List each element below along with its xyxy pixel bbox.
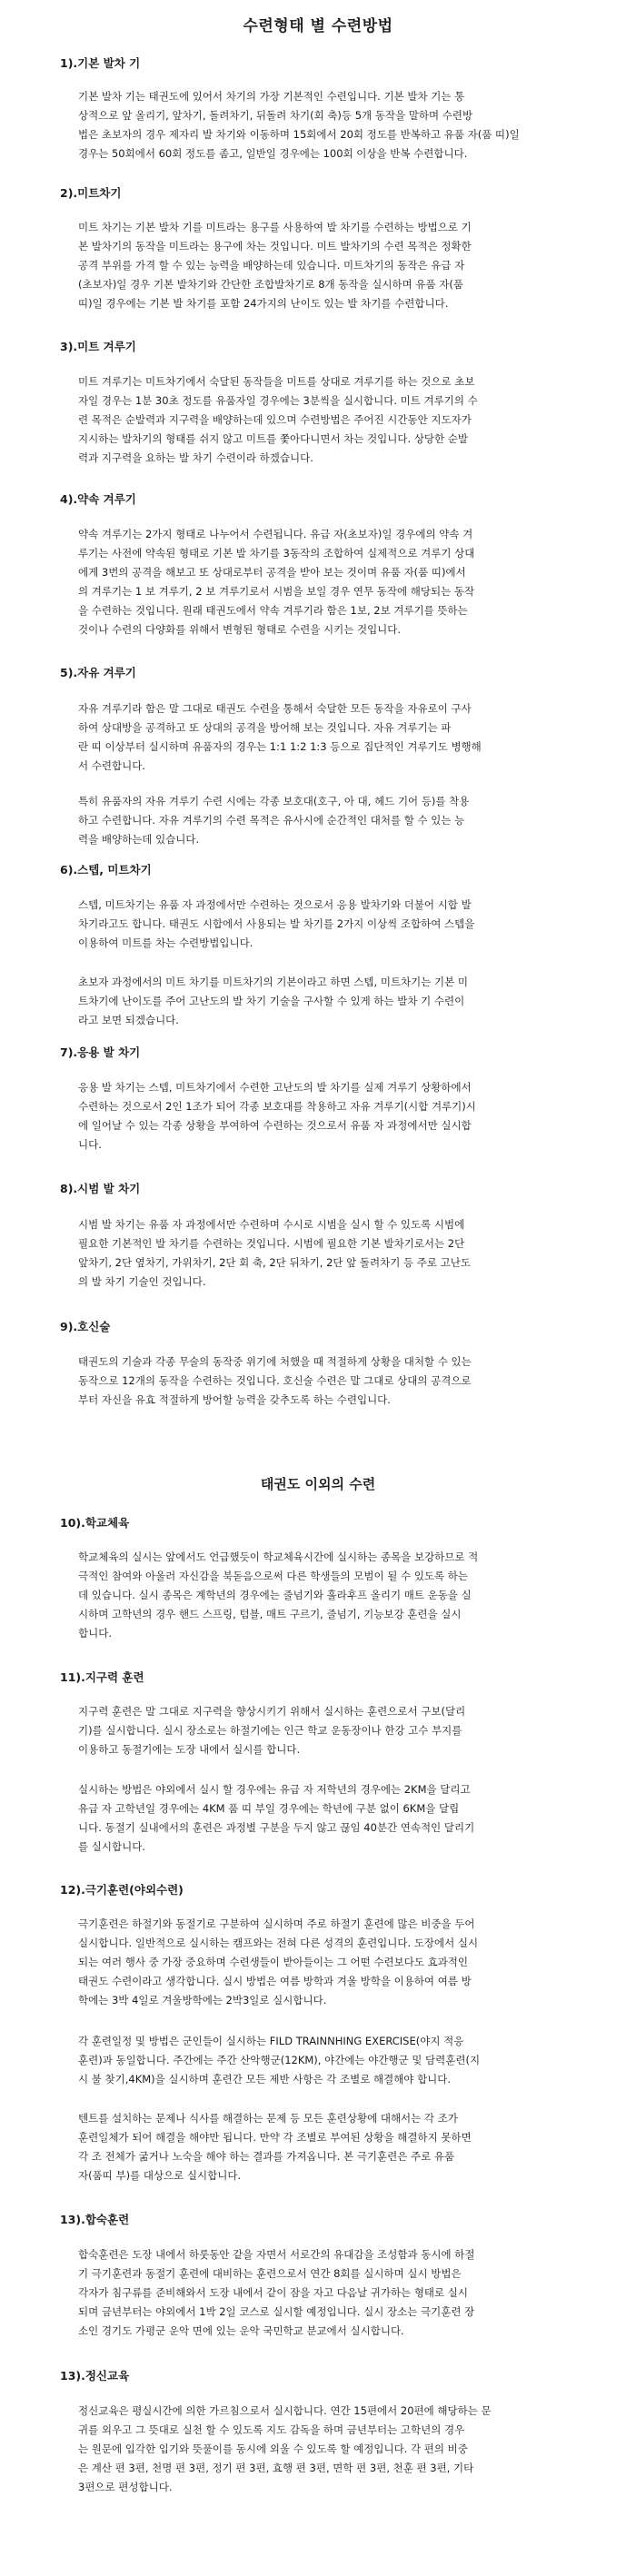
section-heading-school-pe: 10).학교체육	[60, 1516, 130, 1530]
paragraph: 태권도의 기술과 각종 무술의 동작중 위기에 처했을 때 적절하게 상황을 대처할 수 있는 동작으로 12개의 동작을 수련하는 것입니다. 호신술 수련은 말 그대로 상대의 공격으로 부터 자신을 유효 적절하게 방어할 능력을 갖추도록 하는 수련입니다.	[78, 1355, 472, 1406]
paragraph: 기본 발차 기는 태권도에 있어서 차기의 가장 기본적인 수련입니다. 기본 발차 기는 통 상적으로 앞 올리기, 앞차기, 돌려차기, 뒤돌려 차기(회 축)등 5개 동작을 말하며 수련방 법은 초보자의 경우 제자리 발 차기와 이동하며 15회에서 20회 정도를 반복하고 유품 자(품 띠)일 경우는 50회에서 60회 정도를 좀고, 일반일 경우에는 100회 이상을 반복 수련합니다.	[78, 90, 520, 160]
paragraph: 극기훈련은 하절기와 동절기로 구분하여 실시하며 주로 하절기 훈련에 많은 비중을 두어 실시합니다. 일반적으로 실시하는 캠프와는 전혀 다른 성격의 훈련입니다. 도장에서 실시 되는 여러 행사 중 가장 중요하며 수련생들이 받아들이는 그 어떤 수련보다도 효과적인 태권도 수련이라고 생각합니다. 실시 방법은 여름 방학과 겨울 방학을 이용하여 여름 방 학에는 3박 4일로 겨울방학에는 2박3일로 실시합니다.	[78, 1917, 479, 2006]
paragraph: 학교체육의 실시는 앞에서도 언급했듯이 학교체육시간에 실시하는 종목을 보강하므로 적 극적인 참여와 아울러 자신감을 북돋음으로써 다른 학생들의 모범이 될 수 있도록 하는 데 있습니다. 실시 종목은 계학년의 경우에는 줄넘기와 훌라후프 올리기 매트 운동을 실 시하며 고학년의 경우 핸드 스프링, 텀블, 매트 구르기, 줄넘기, 기능보강 훈련을 실시 합니다.	[78, 1551, 479, 1640]
section-heading-self-defense: 9).호신술	[60, 1320, 111, 1333]
section-heading-endurance: 11).지구력 훈련	[60, 1670, 144, 1684]
section-heading-outdoor-training: 12).극기훈련(야외수련)	[60, 1883, 184, 1897]
section-heading-promise-sparring: 4).약속 겨루기	[60, 492, 136, 506]
section-heading-basic-kicks: 1).기본 발차 기	[60, 56, 141, 70]
paragraph: 스텝, 미트차기는 유품 자 과정에서만 수련하는 것으로서 응용 발차기와 더불어 시합 발 차기라고도 합니다. 태권도 시합에서 사용되는 발 차기를 2가지 이상씩 조합하여 스텝을 이용하여 미트를 차는 수련방법입니다.	[78, 898, 475, 949]
paragraph: 각 훈련일정 및 방법은 군인들이 실시하는 FILD TRAINNHING EXERCISE(야지 적응 훈련)과 동일합니다. 주간에는 주간 산악행군(12KM), 야간에는 야간행군 및 담력훈련(지 시 불 찾기,4KM)을 실시하며 훈련간 모든 제반 사항은 각 조별로 해결해야 합니다.	[78, 2035, 481, 2086]
page-title: 수련형태 별 수련방법	[243, 17, 393, 35]
section-heading-other-training: 태권도 이외의 수련	[260, 1476, 376, 1492]
paragraph: 자유 겨루기라 함은 말 그대로 태권도 수련을 통해서 숙달한 모든 동작을 자유로이 구사 하여 상대방을 공격하고 또 상대의 공격을 방어해 보는 것입니다. 자유 겨루기는 파 란 띠 이상부터 실시하며 유품자의 경우는 1:1 1:2 1:3 등으로 집단적인 겨루기도 병행해 서 수련합니다.	[78, 702, 482, 772]
paragraph: 초보자 과정에서의 미트 차기를 미트차기의 기본이라고 하면 스텝, 미트차기는 기본 미 트차기에 난이도를 주어 고난도의 발 차기 기술을 구사할 수 있게 하는 발차 기 수련이 라고 보면 되겠습니다.	[78, 976, 469, 1026]
section-heading-applied-kicks: 7).응용 발 차기	[60, 1045, 141, 1059]
section-heading-demo-kicks: 8).시범 발 차기	[60, 1182, 141, 1195]
paragraph: 약속 겨루기는 2가지 형태로 나누어서 수련됩니다. 유급 자(초보자)일 경우에의 약속 겨 루기는 사전에 약속된 형태로 기본 발 차기를 3동작의 조합하여 실제적으로 겨루기 상대 에게 3번의 공격을 해보고 또 상대로부터 공격을 받아 보는 것이며 유품 자(품 띠)에서 의 겨루기는 1 보 겨루기, 2 보 겨루기로서 시범을 보일 경우 연무 동작에 해당되는 동작 을 수련하는 것입니다. 원래 태권도에서 약속 겨루기라 함은 1보, 2보 겨루기를 뜻하는 것이나 수련의 다양화를 위해서 변형된 형태로 수련을 시키는 것입니다.	[78, 528, 475, 636]
paragraph: 실시하는 방법은 야외에서 실시 할 경우에는 유급 자 저학년의 경우에는 2KM을 달리고 유급 자 고학년일 경우에는 4KM 품 띠 부일 경우에는 학년에 구분 없이 6KM을 달립 니다. 동절기 실내에서의 훈련은 과정별 구분을 두지 않고 끊임 40분간 연속적인 달리기 를 실시합니다.	[78, 1783, 475, 1853]
section-heading-mitt-sparring: 3).미트 겨루기	[60, 340, 136, 353]
paragraph: 미트 겨루기는 미트차기에서 숙달된 동작들을 미트를 상대로 겨루기를 하는 것으로 초보 자일 경우는 1분 30초 정도를 유품자일 경우에는 3분씩을 실시합니다. 미트 겨루기의 수 련 목적은 순발력과 지구력을 배양하는데 있으며 수련방법은 주어진 시간동안 지도자가 지시하는 발차기의 형태를 쉬지 않고 미트를 쫓아다니면서 차는 것입니다. 상당한 순발 력과 지구력을 요하는 발 차기 수련이라 하겠습니다.	[78, 375, 478, 464]
section-heading-camp-training: 13).합숙훈련	[60, 2213, 130, 2226]
paragraph: 지구력 훈련은 말 그대로 지구력을 향상시키기 위해서 실시하는 훈련으로서 구보(달리 기)를 실시합니다. 실시 장소로는 하절기에는 인근 학교 운동장이나 한강 고수 부지를 이용하고 동절기에는 도장 내에서 실시를 합니다.	[78, 1705, 466, 1756]
paragraph: 응용 발 차기는 스텝, 미트차기에서 수련한 고난도의 발 차기를 실제 겨루기 상황하에서 수련하는 것으로서 2인 1조가 되어 각종 보호대를 착용하고 자유 겨루기(시합 겨루기)시 에 일어날 수 있는 각종 상황을 부여하여 수련하는 것으로서 유품 자 과정에서만 실시합 니다.	[78, 1081, 476, 1151]
paragraph: 미트 차기는 기본 발차 기를 미트라는 용구를 사용하여 발 차기를 수련하는 방법으로 기 본 발차기의 동작을 미트라는 용구에 차는 것입니다. 미트 발차기의 수련 목적은 정확한 공격 부위를 가격 할 수 있는 능력을 배양하는데 있습니다. 미트차기의 동작은 유급 자 (초보자)일 경우 기본 발차기와 간단한 조합발차기로 8개 동작을 실시하며 유품 자(품 띠)일 경우에는 기본 발 차기를 포함 24가지의 난이도 있는 발 차기를 수련합니다.	[78, 221, 472, 310]
section-heading-mental-education: 13).정신교육	[60, 2369, 130, 2383]
section-heading-free-sparring: 5).자유 겨루기	[60, 666, 136, 679]
section-heading-step-mitt: 6).스텝, 미트차기	[60, 863, 152, 877]
paragraph: 텐트를 설치하는 문제나 식사를 해결하는 문제 등 모든 훈련상황에 대해서는 각 조가 훈련일체가 되어 해결을 해야만 됩니다. 만약 각 조별로 부여된 상황을 해결하지 못하면 각 조 전체가 굶거나 노숙을 해야 하는 결과를 가져옵니다. 본 극기훈련은 주로 유품 자(품띠 부)를 대상으로 실시합니다.	[78, 2112, 472, 2182]
paragraph: 합숙훈련은 도장 내에서 하룻동안 같을 자면서 서로간의 유대감을 조성함과 동시에 하절 기 극기훈련과 동절기 훈련에 대비하는 훈련으로서 연간 8회를 실시하며 실시 방법은 각자가 침구류를 준비해와서 도장 내에서 같이 잠을 자고 다음날 귀가하는 형태로 실시 되며 금년부터는 야외에서 1박 2일 코스로 실시할 예정입니다. 실시 장소는 극기훈련 장 소인 경기도 가평군 운악 면에 있는 운악 국민학교 분교에서 실시합니다.	[78, 2248, 475, 2337]
section-heading-mitt-kicks: 2).미트차기	[60, 186, 122, 200]
paragraph: 시범 발 차기는 유품 자 과정에서만 수련하며 수시로 시범을 실시 할 수 있도록 시범에 필요한 기본적인 발 차기를 수련하는 것입니다. 시범에 필요한 기본 발차기로서는 2단 앞차기, 2단 옆차기, 가위차기, 2단 회 축, 2단 뒤차기, 2단 앞 돌려차기 등 주로 고난도 의 발 차기 기술인 것입니다.	[78, 1218, 471, 1288]
paragraph: 특히 유품자의 자유 겨루기 수련 시에는 각종 보호대(호구, 아 대, 헤드 기어 등)를 착용 하고 수련합니다. 자유 겨루기의 수련 목적은 유사시에 순간적인 대처를 할 수 있는 능 력을 배양하는데 있습니다.	[78, 795, 470, 846]
paragraph: 정신교육은 평실시간에 의한 가르침으로서 실시합니다. 연간 15편에서 20편에 해당하는 문 귀를 외우고 그 뜻대로 실천 할 수 있도록 지도 감독을 하며 금년부터는 고학년의 경우 는 원문에 입각한 입기와 뜻풀이를 동시에 외울 수 있도록 할 예정입니다. 각 편의 비중 은 계산 편 3편, 천명 편 3편, 정기 편 3편, 효행 편 3편, 면학 편 3편, 천훈 편 3편, 기타 3편으로 편성합니다.	[78, 2404, 492, 2493]
